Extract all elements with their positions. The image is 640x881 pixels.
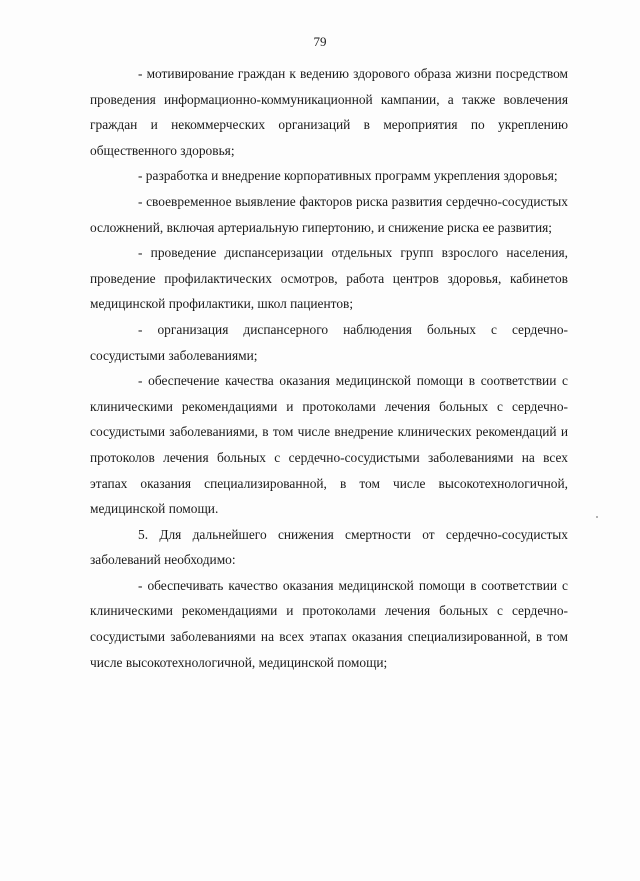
scan-speck — [596, 516, 598, 518]
paragraph-risk-detection: - своевременное выявление факторов риска развития сердечно-сосудистых осложнений, включая артериальную гипертонию, и снижение риска ее развития; — [90, 193, 568, 235]
paragraph-corporate-programs: - разработка и внедрение корпоративных программ укрепления здоровья; — [138, 168, 558, 184]
paragraph-care-quality: - обеспечение качества оказания медицинской помощи в соответствии с клиническими рекомендациями и протоколами лечения больных с сердечно-сосудистыми заболеваниями, в том числе внедрение клинических рекомендаций и протоколов лечения больных с сердечно-сосудистыми заболеваниями на всех этапах оказания специализированной, в том числе высокотехнологичной, медицинской помощи. — [90, 373, 568, 517]
document-body — [90, 61, 568, 675]
paragraph-ensure-quality: - обеспечивать качество оказания медицинской помощи в соответствии с клиническими рекомендациями и протоколами лечения больных с сердечно-сосудистыми заболеваниями на всех этапах оказания специализированной, в том числе высокотехнологичной, медицинской помощи; — [90, 577, 568, 670]
paragraph-section-5-intro: 5. Для дальнейшего снижения смертности от сердечно-сосудистых заболеваний необходимо: — [90, 526, 568, 568]
paragraph-motivation: - мотивирование граждан к ведению здорового образа жизни посредством проведения информационно-коммуникационной кампании, а также вовлечения граждан и некоммерческих организаций в мероприятия по укреплению общественного здоровья; — [90, 66, 568, 158]
paragraph-dispensary-observation: - организация диспансерного наблюдения больных с сердечно-сосудистыми заболеваниями; — [90, 321, 568, 363]
page-number: 79 — [313, 34, 327, 49]
paragraph-dispensarization: - проведение диспансеризации отдельных групп взрослого населения, проведение профилактических осмотров, работа центров здоровья, кабинетов медицинской профилактики, школ пациентов; — [90, 245, 568, 312]
